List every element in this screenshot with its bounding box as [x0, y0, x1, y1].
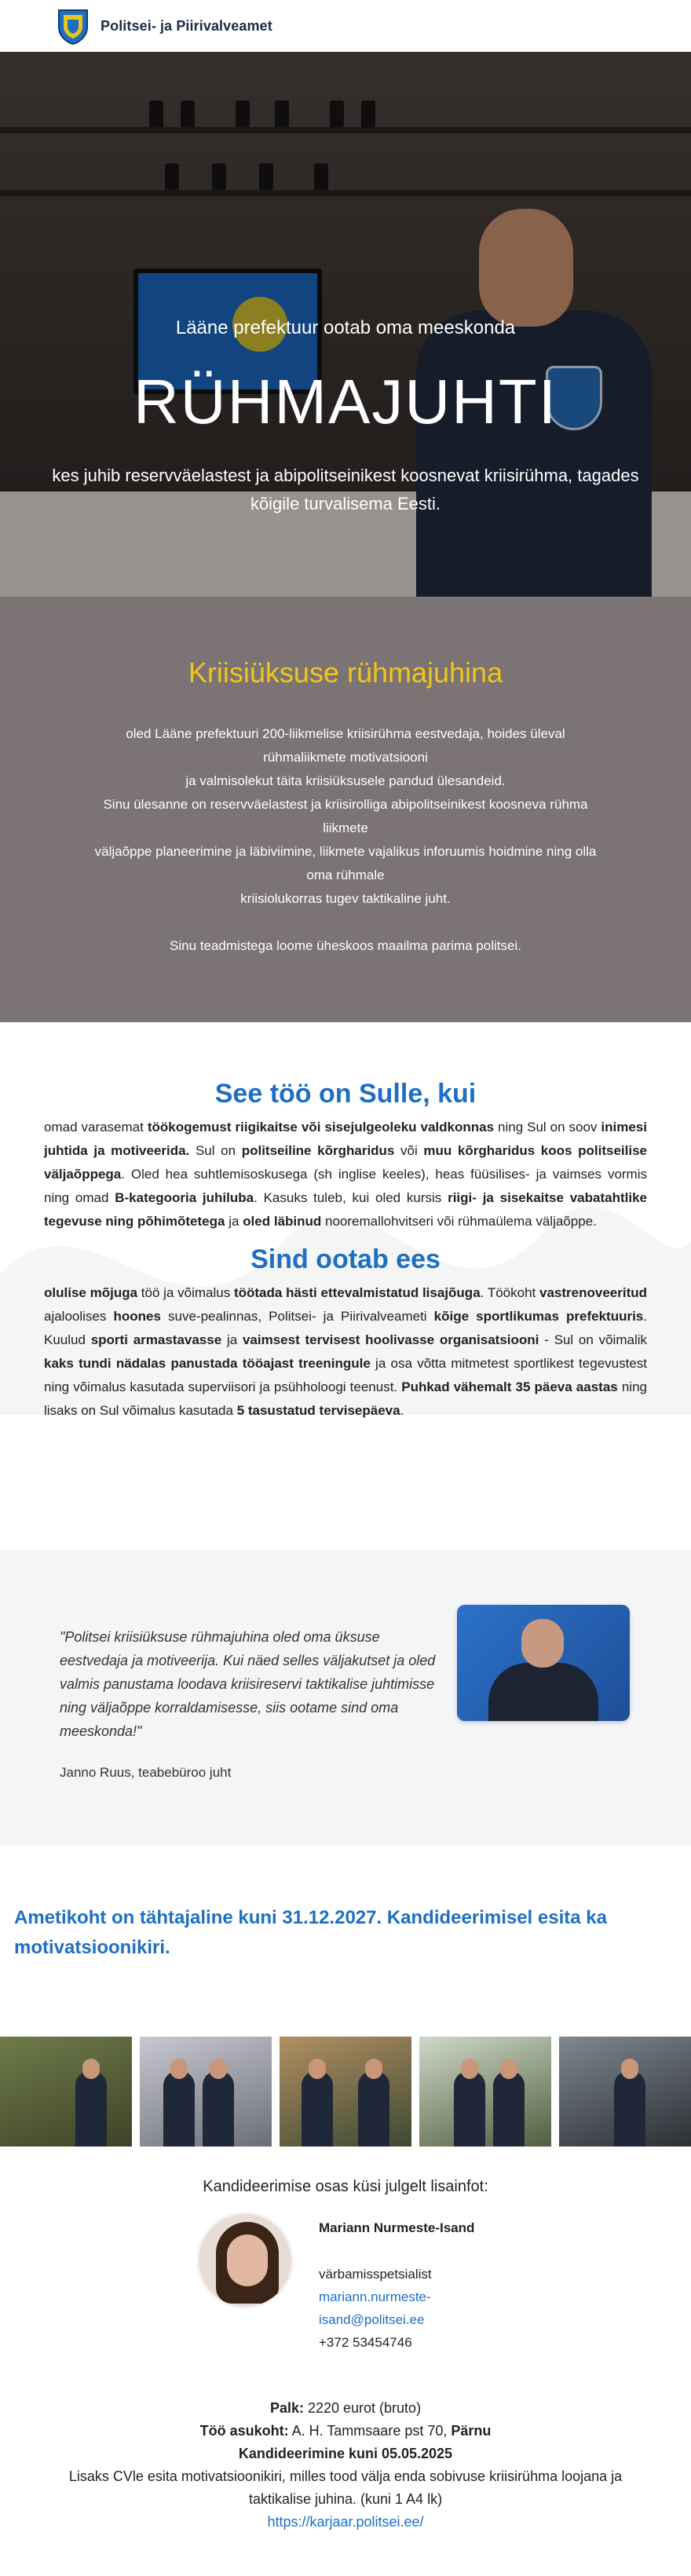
- job-details: [0, 2366, 691, 2534]
- email-line: isand@politsei.ee: [319, 2312, 425, 2327]
- photo-figure: [75, 2071, 107, 2147]
- body-text: . Kasuks tuleb, kui oled kursis: [254, 1190, 448, 1205]
- org-name[interactable]: Politsei- ja Piirivalveamet: [101, 17, 272, 34]
- photo-figure: [203, 2071, 234, 2147]
- contact-intro: Kandideerimise osas küsi julgelt lisainfot:: [203, 2178, 488, 2195]
- emphasis-text: oled läbinud: [243, 1214, 322, 1229]
- photo-face: [461, 2059, 478, 2079]
- avatar-face: [227, 2234, 268, 2286]
- email-line: mariann.nurmeste-: [319, 2289, 431, 2304]
- contact-email-link[interactable]: [319, 2289, 431, 2327]
- contact-phone[interactable]: +372 53454746: [319, 2335, 412, 2350]
- photo-figure: [493, 2071, 525, 2147]
- quote-photo-head: [521, 1619, 564, 1668]
- fit-paragraph: [44, 1116, 647, 1233]
- location-city: Pärnu: [451, 2423, 492, 2439]
- quote-author: Janno Ruus, teabebüroo juht: [60, 1765, 232, 1780]
- body-text: - Sul on võimalik: [539, 1332, 647, 1347]
- body-text: ja: [225, 1214, 243, 1229]
- intro-closing: Sinu teadmistega loome üheskoos maailma parima politsei.: [170, 938, 521, 953]
- avatar: [196, 2212, 294, 2309]
- intro-line: rühmaliikmete motivatsiooni: [263, 750, 428, 765]
- contact-name: Mariann Nurmeste-Isand: [319, 2220, 475, 2235]
- photo-dog-handler: [0, 2037, 132, 2147]
- application-deadline: [0, 2443, 691, 2465]
- photo-face: [309, 2059, 326, 2079]
- career-link[interactable]: https://karjaar.politsei.ee/: [267, 2514, 424, 2530]
- quote-text: "Politsei kriisiüksuse rühmajuhina oled oma üksuse eestvedaja ja motiveerija. Kui näed selles väljakutset ja oled valmis panustama loodava kriisireservi taktikalise juhtimisse ning väljaõppe korraldamisesse, siis ootame sind oma meeskonda!": [60, 1629, 436, 1739]
- emphasis-text: hoones: [113, 1309, 161, 1324]
- photo-team: [140, 2037, 272, 2147]
- site-header: [0, 0, 691, 52]
- body-text: suve-pealinnas, Politsei- ja Piirivalveameti: [160, 1309, 434, 1324]
- emphasis-text: inimesi juhtida ja motiveerida.: [44, 1120, 647, 1158]
- body-text: nooremallohvitseri või rühmaülema väljaõppe.: [321, 1214, 597, 1229]
- emphasis-text: muu kõrgharidus koos politseilise väljaõppega: [44, 1143, 647, 1182]
- location: [0, 2420, 691, 2443]
- quote-section: [0, 1550, 691, 1845]
- hero-banner: [0, 52, 691, 597]
- photo-face: [500, 2059, 517, 2079]
- quote-photo: [457, 1605, 630, 1721]
- police-shield-icon[interactable]: [57, 7, 90, 45]
- hero-subtitle: Lääne prefektuur ootab oma meeskonda: [175, 317, 516, 338]
- emphasis-text: vaimsest tervisest hoolivasse organisatsiooni: [242, 1332, 539, 1347]
- intro-line: liikmete: [323, 820, 368, 835]
- intro-line: kriisiolukorras tugev taktikaline juht.: [240, 891, 451, 906]
- quote-photo-uniform: [488, 1663, 598, 1721]
- salary-label: Palk:: [269, 2400, 304, 2416]
- photo-face: [170, 2059, 188, 2079]
- cv-note-line: Lisaks CVle esita motivatsioonikiri, milles tood välja enda sobivuse kriisirühma loojana ja: [68, 2468, 623, 2484]
- cv-note-line: taktikalise juhina. (kuni 1 A4 lk): [248, 2491, 443, 2507]
- photo-figure: [163, 2071, 195, 2147]
- emphasis-text: kõige sportlikumas prefektuuris: [433, 1309, 644, 1324]
- body-text: . Oled hea suhtlemisoskusega (sh inglise keeles), heas füüsilises- ja vaimses vormis ning omad: [44, 1167, 647, 1205]
- deadline-section: [0, 1845, 691, 2037]
- deadline-line: Kandideerimine kuni 05.05.2025: [238, 2446, 453, 2461]
- offer-title: Sind ootab ees: [250, 1244, 441, 1274]
- emphasis-text: 5 tasustatud tervisepäeva: [236, 1403, 400, 1418]
- intro-title: Kriisiüksuse rühmajuhina: [188, 656, 503, 689]
- salary: [0, 2397, 691, 2420]
- body-text: töö ja võimalus: [137, 1285, 234, 1300]
- offer-paragraph: [44, 1281, 647, 1423]
- contact-section: [0, 2178, 691, 2534]
- hero-title: RÜHMAJUHTI: [133, 367, 558, 437]
- body-text: või: [394, 1143, 424, 1158]
- emphasis-text: vastrenoveeritud: [539, 1285, 647, 1300]
- body-text: ning Sul on soov: [494, 1120, 601, 1135]
- emphasis-text: Puhkad vähemalt 35 päeva aastas: [401, 1379, 618, 1394]
- intro-section: [0, 597, 691, 1022]
- body-text: Sul on: [189, 1143, 242, 1158]
- body-text: omad varasemat: [44, 1120, 148, 1135]
- body-text: ja osa võtta mitmetest sportlikest tegevustest ning võimalus kasutada superviisori ja psühholoogi teenust.: [44, 1356, 647, 1394]
- photo-helicopter: [559, 2037, 691, 2147]
- salary-value: 2220 eurot (bruto): [303, 2400, 422, 2416]
- body-text: ja: [221, 1332, 243, 1347]
- location-value: A. H. Tammsaare pst 70,: [288, 2423, 452, 2439]
- location-label: Töö asukoht:: [199, 2423, 289, 2439]
- body-text: . Töökoht: [480, 1285, 539, 1300]
- emphasis-text: riigi- ja sisekaitse vabatahtlike tegevuse ning põhimõtetega: [44, 1190, 647, 1229]
- body-text: . Kuulud: [44, 1309, 647, 1347]
- spacer: [0, 911, 691, 934]
- photo-figure: [358, 2071, 389, 2147]
- emphasis-text: töökogemust riigikaitse või sisejulgeoleku valdkonnas: [147, 1120, 495, 1135]
- photo-face: [210, 2059, 227, 2079]
- intro-line: oled Lääne prefektuuri 200-liikmelise kriisirühma eestvedaja, hoides üleval: [126, 726, 565, 741]
- intro-line: väljaõppe planeerimine ja läbiviimine, liikmete vajalikus inforuumis hoidmine ning olla: [94, 844, 597, 859]
- contact-role: värbamisspetsialist: [319, 2267, 432, 2282]
- body-text: .: [400, 1403, 404, 1418]
- photo-figure: [454, 2071, 485, 2147]
- body-text: ning lisaks on Sul võimalus kasutada: [44, 1379, 647, 1418]
- emphasis-text: B-kategooria juhiluba: [115, 1190, 254, 1205]
- emphasis-text: olulise mõjuga: [44, 1285, 138, 1300]
- emphasis-text: sporti armastavasse: [90, 1332, 222, 1347]
- photo-figure: [614, 2071, 645, 2147]
- photo-figure: [302, 2071, 333, 2147]
- photo-face: [82, 2059, 100, 2079]
- intro-line: ja valmisolekut täita kriisiüksusele pandud ülesandeid.: [185, 773, 506, 788]
- emphasis-text: politseiline kõrgharidus: [241, 1143, 395, 1158]
- photo-strip: [0, 2037, 691, 2147]
- photo-officers: [419, 2037, 551, 2147]
- intro-line: Sinu ülesanne on reservväelastest ja kriisirolliga abipolitseinikest koosneva rühma: [103, 797, 588, 812]
- photo-family: [280, 2037, 411, 2147]
- contact-info: [319, 2216, 474, 2354]
- deadline-text: Ametikoht on tähtajaline kuni 31.12.2027. Kandideerimisel esita ka motivatsioonikiri.: [14, 1907, 607, 1958]
- emphasis-text: töötada hästi ettevalmistatud lisajõuga: [233, 1285, 481, 1300]
- body-text: ajaloolises: [44, 1309, 114, 1324]
- role-section: [0, 1022, 691, 1550]
- hero-description: kes juhib reservväelastest ja abipolitseinikest koosnevat kriisirühma, tagades kõigile turvalisema Eesti.: [52, 466, 639, 513]
- fit-title: See töö on Sulle, kui: [214, 1079, 477, 1109]
- intro-line: oma rühmale: [306, 868, 385, 882]
- photo-face: [621, 2059, 638, 2079]
- emphasis-text: kaks tundi nädalas panustada tööajast treeningule: [44, 1356, 371, 1371]
- contact-card: [196, 2205, 495, 2366]
- photo-face: [365, 2059, 382, 2079]
